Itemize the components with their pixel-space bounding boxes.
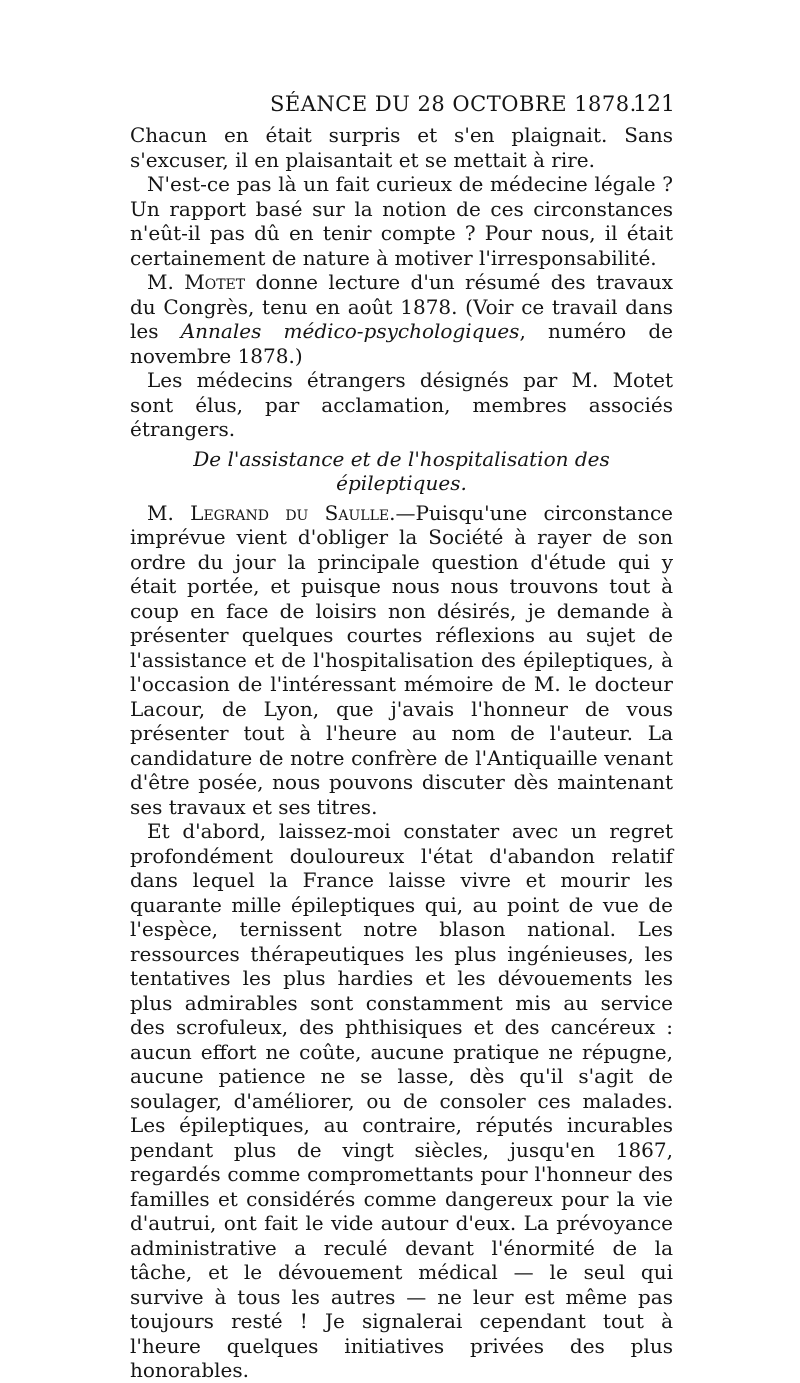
journal-title: Annales médico-psychologiques — [180, 319, 520, 343]
body-text — [130, 123, 673, 1383]
speaker-prefix: M. — [147, 500, 191, 525]
section-heading: De l'assistance et de l'hospitalisation des épileptiques. — [193, 446, 610, 495]
speaker-prefix: M. — [147, 270, 185, 294]
paragraph-text: , numéro de novembre 1878.) — [130, 319, 673, 368]
paragraph-text: donne lecture d'un résumé des travaux du Congrès, tenu en août 1878. (Voir ce travail dans les — [130, 270, 673, 343]
speaker-name: Motet — [184, 270, 246, 294]
paragraph-election: Les médecins étrangers désignés par M. Motet sont élus, par acclamation, membres associés étrangers. — [130, 368, 673, 441]
speaker-name: Legrand du Saulle — [190, 500, 390, 525]
paragraph-text: .—Puisqu'une circonstance imprévue vient d'obliger la Société à rayer de son ordre du jour la principale question d'étude qui y était portée, et puisque nous nous trouvons tout à coup en face de loisirs non désirés, je demande à présenter quelques courtes réflexions au sujet de l'assistance et de l'hospitalisation des épileptiques, à l'occasion de l'intéressant mémoire de M. le docteur Lacour, de Lyon, que j'avais l'honneur de vous présenter tout à l'heure au nom de l'auteur. La candidature de notre confrère de l'Antiquaille venant d'être posée, nous pouvons discuter dès maintenant ses travaux et ses titres. — [130, 500, 673, 819]
paragraph-medico-legal: N'est-ce pas là un fait curieux de médecine légale ? Un rapport basé sur la notion de ces circonstances n'eût-il pas dû en tenir compte ? Pour nous, il était certainement de nature à motiver l'irresponsabilité. — [130, 172, 673, 270]
paragraph-legrand-du-saulle — [130, 501, 673, 820]
page-header — [130, 92, 675, 122]
page-number: 121 — [633, 92, 675, 117]
paragraph-abandonment: Et d'abord, laissez-moi constater avec un regret profondément douloureux l'état d'abandon relatif dans lequel la France laisse vivre et mourir les quarante mille épileptiques qui, au point de vue de l'espèce, ternissent notre blason national. Les ressources thérapeutiques les plus ingénieuses, les tentatives les plus hardies et les dévouements les plus admirables sont constamment mis au service des scrofuleux, des phthisiques et des cancéreux : aucun effort ne coûte, aucune pratique ne répugne, aucune patience ne se lasse, dès qu'il s'agit de soulager, d'améliorer, ou de consoler ces malades. Les épileptiques, au contraire, réputés incurables pendant plus de vingt siècles, jusqu'en 1867, regardés comme compromettants pour l'honneur des familles et considérés comme dangereux pour la vie d'autrui, ont fait le vide autour d'eux. La prévoyance administrative a reculé devant l'énormité de la tâche, et le dévouement médical — le seul qui survive à tous les autres — ne leur est même pas toujours resté ! Je signalerai cependant tout à l'heure quelques initiatives privées des plus honorables. — [130, 819, 673, 1382]
paragraph-motet-summary — [130, 270, 673, 368]
running-title: SÉANCE DU 28 OCTOBRE 1878. — [270, 92, 637, 116]
paragraph-continuation: Chacun en était surpris et s'en plaignait. Sans s'excuser, il en plaisantait et se mettait à rire. — [130, 123, 673, 172]
